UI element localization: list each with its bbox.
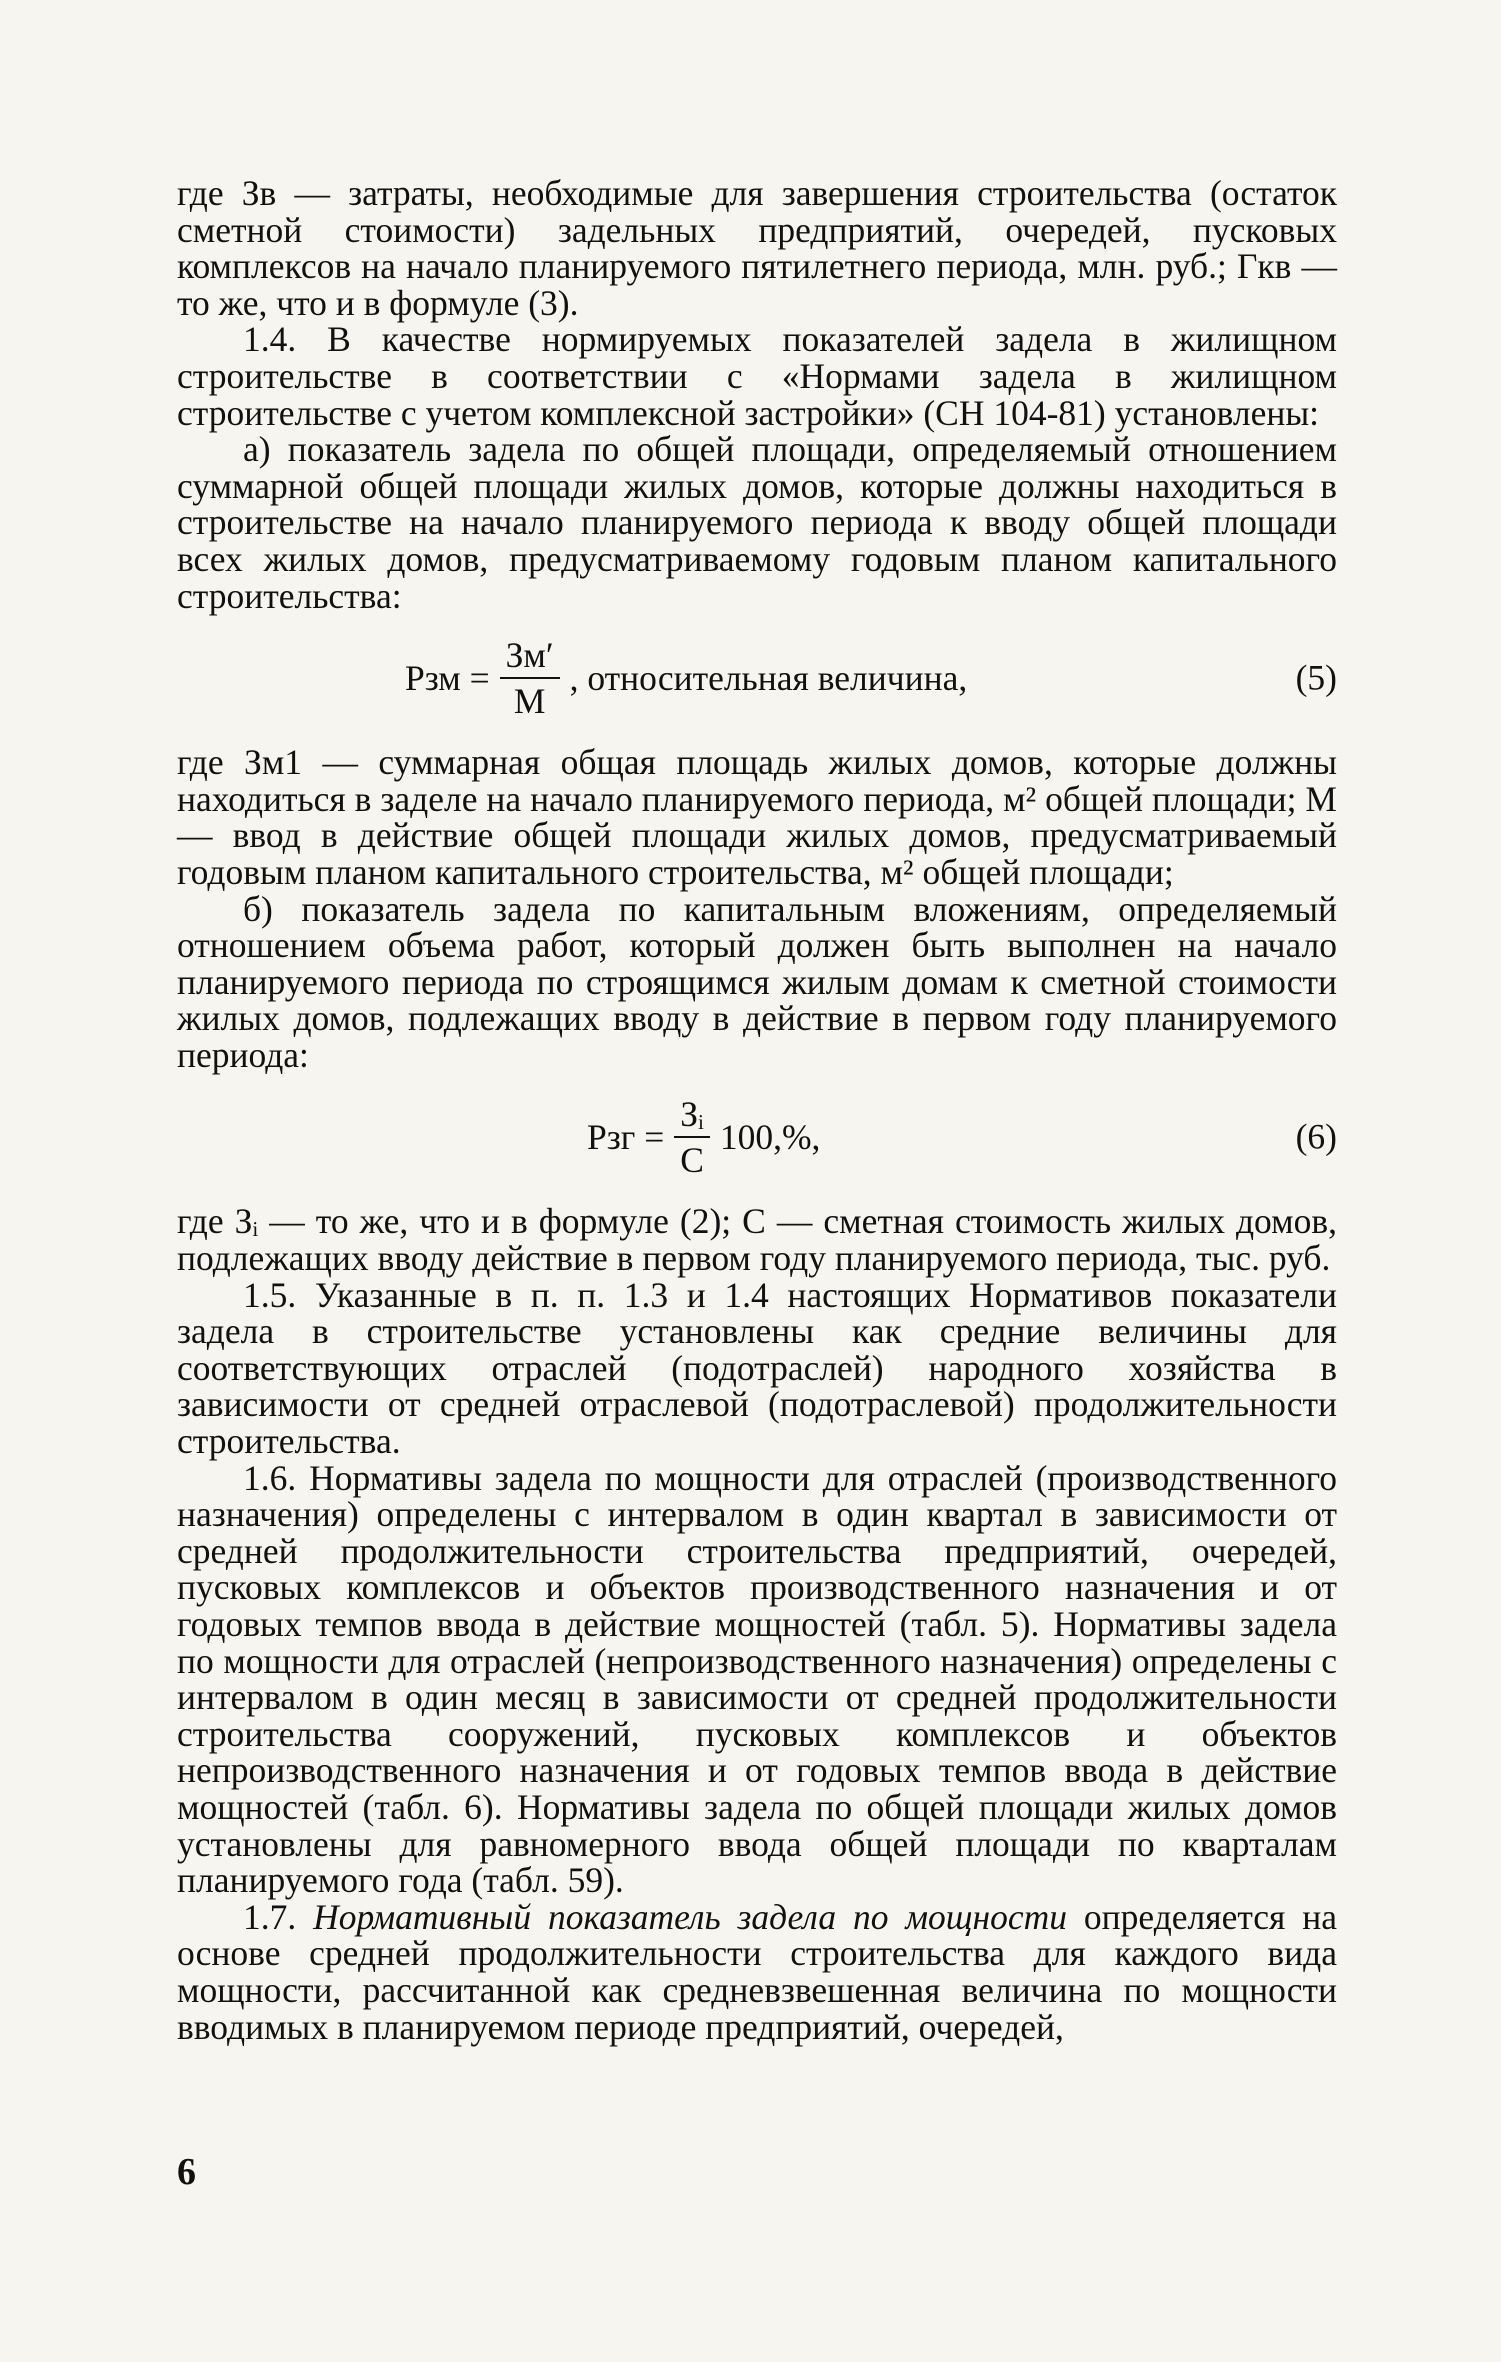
formula-6-tail: 100,%, <box>719 1117 821 1158</box>
formula-5-denominator: М <box>513 681 546 722</box>
paragraph-1-7 <box>177 1896 1337 2047</box>
paragraph-definitions-3: где Зᵢ — то же, что и в формуле (2); С — сметная стоимость жилых домов, подлежащих вводу действие в первом году планируемого периода, тыс. руб. <box>177 1201 1337 1279</box>
paragraph-1-7-number: 1.7. <box>243 1896 297 1937</box>
body-text <box>177 175 1337 2045</box>
formula-6-numerator: Зᵢ <box>674 1096 710 1139</box>
paragraph-1-6: 1.6. Нормативы задела по мощности для отраслей (производственного назначения) определены с интервалом в один квартал в зависимости от средней продолжительности строительства предприятий, очередей, пусковых комплексов и объектов производственного назначения и от годовых темпов ввода в действие мощностей (табл. 5). Нормативы задела по мощности для отраслей (непроизводственного назначения) определены с интервалом в один месяц в зависимости от средней продолжительности строительства сооружений, пусковых комплексов и объектов непроизводственного назначения и от годовых темпов ввода в действие мощностей (табл. 6). Нормативы задела по общей площади жилых домов установлены для равномерного ввода общей площади по кварталам планируемого года (табл. 59). <box>177 1457 1337 1901</box>
page-number: 6 <box>177 2151 196 2193</box>
formula-5-fraction <box>500 634 560 722</box>
formula-5 <box>177 618 1337 738</box>
formula-6 <box>177 1077 1337 1197</box>
paragraph-1-7-italic: Нормативный показатель задела по мощности <box>313 1896 1068 1937</box>
formula-5-numerator: Зм′ <box>500 637 560 680</box>
paragraph-definitions-1: где Зв — затраты, необходимые для завершения строительства (остаток сметной стоимости) задельных предприятий, очередей, пусковых комплексов на начало планируемого пятилетнего периода, млн. руб.; Гкв — то же, что и в формуле (3). <box>177 173 1337 323</box>
paragraph-definitions-2: где Зм1 — суммарная общая площадь жилых домов, которые должны находиться в заделе на начало планируемого периода, м² общей площади; М — ввод в действие общей площади жилых домов, предусматриваемый годовым планом капитального строительства, м² общей площади; <box>177 742 1337 892</box>
formula-6-denominator: С <box>680 1140 704 1181</box>
paragraph-1-7-rest: определяется на основе средней продолжительности строительства для каждого вида мощности, рассчитанной как средневзвешенная величина по мощности вводимых в планируемом периоде предприятий, очередей, <box>177 1896 1337 2047</box>
formula-6-lhs: Pзг = <box>587 1117 665 1158</box>
formula-5-number: (5) <box>1295 657 1337 698</box>
formula-6-number: (6) <box>1295 1117 1337 1158</box>
formula-5-lhs: Pзм = <box>405 657 490 698</box>
paragraph-b: б) показатель задела по капитальным вложениям, определяемый отношением объема работ, который должен быть выполнен на начало планируемого периода по строящимся жилым домам к сметной стоимости жилых домов, подлежащих вводу в действие в первом году планируемого периода: <box>177 888 1337 1075</box>
paragraph-1-5: 1.5. Указанные в п. п. 1.3 и 1.4 настоящих Нормативов показатели задела в строительстве установлены как средние величины для соответствующих отраслей (подотраслей) народного хозяйства в зависимости от средней отраслевой (подотраслевой) продолжительности строительства. <box>177 1274 1337 1462</box>
paragraph-a: а) показатель задела по общей площади, определяемый отношением суммарной общей площади жилых домов, которые должны находиться в строительстве на начало планируемого периода к вводу общей площади всех жилых домов, предусматриваемому годовым планом капитального строительства: <box>177 429 1337 616</box>
formula-5-tail: , относительная величина, <box>569 657 968 698</box>
formula-6-fraction <box>674 1093 710 1181</box>
paragraph-1-4: 1.4. В качестве нормируемых показателей задела в жилищном строительстве в соответствии с «Нормами задела в жилищном строительстве с учетом комплексной застройки» (СН 104-81) установлены: <box>177 319 1337 433</box>
